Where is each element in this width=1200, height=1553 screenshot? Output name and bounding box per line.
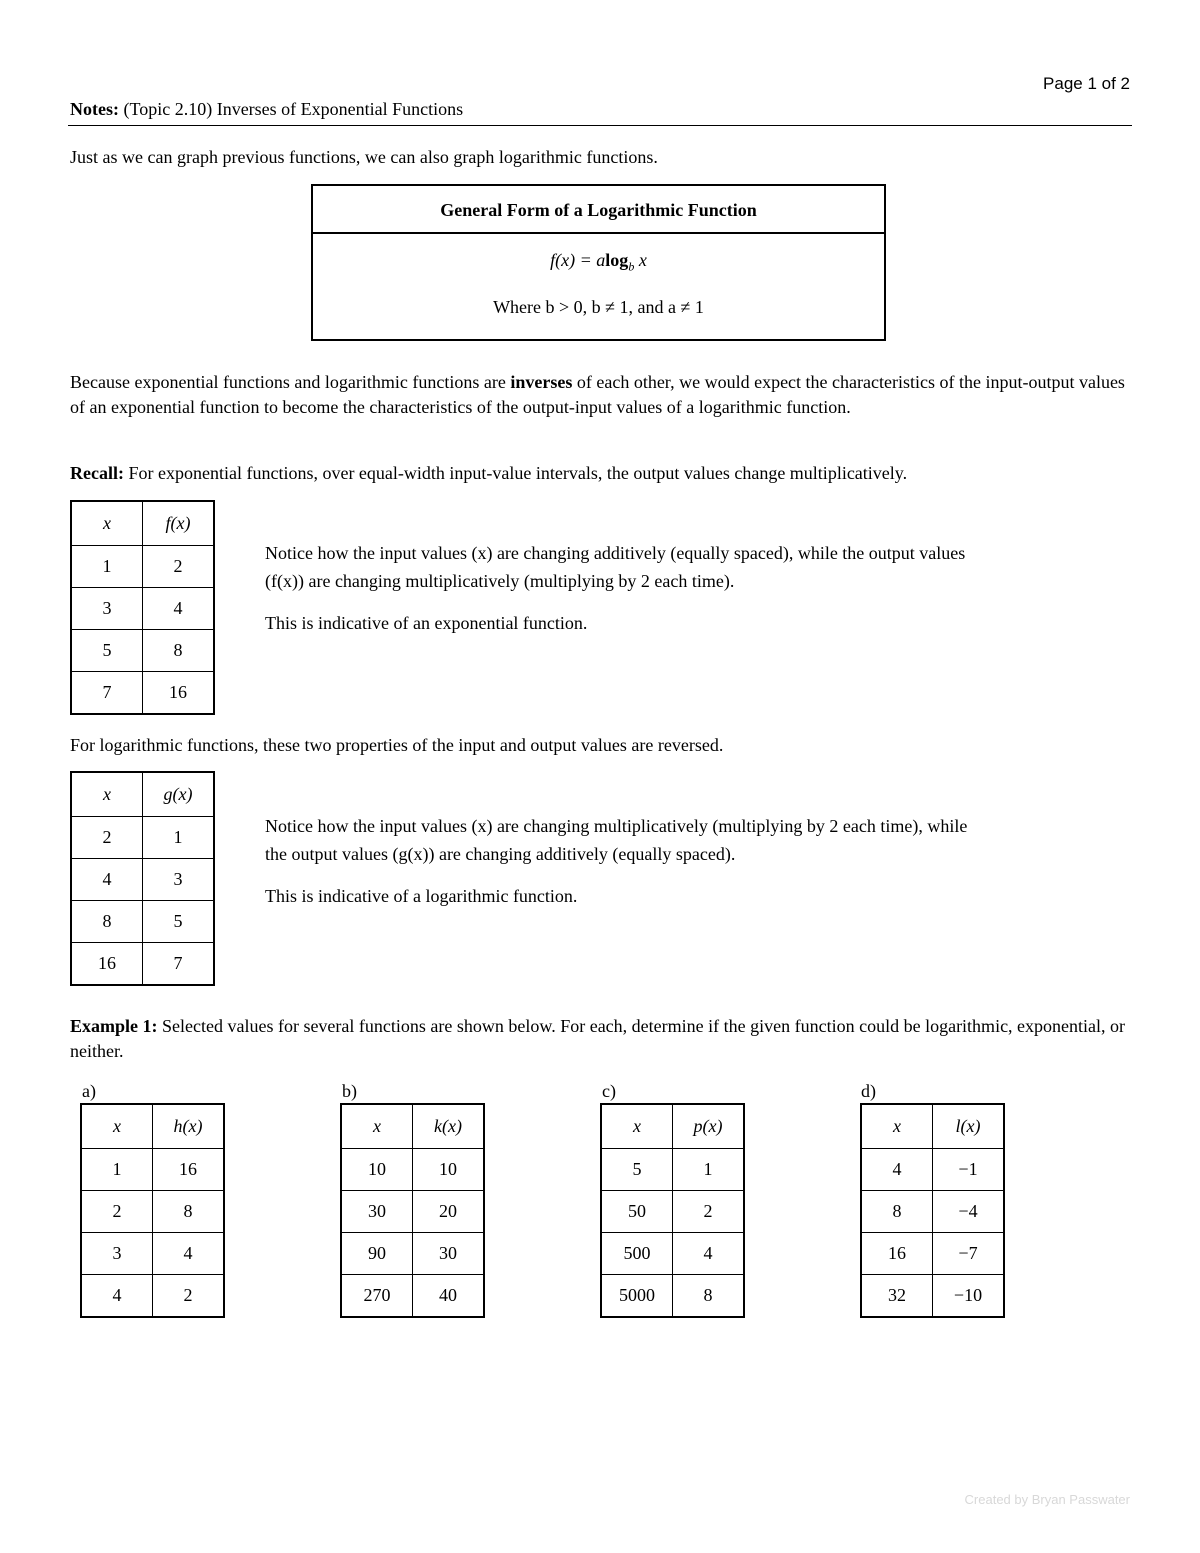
general-form-formula: f(x) = alog$_b$ x bbox=[550, 250, 647, 274]
table-row bbox=[71, 588, 214, 630]
table-cell: 4 bbox=[143, 588, 215, 630]
example-table-a bbox=[80, 1103, 225, 1318]
general-form-title: General Form of a Logarithmic Function bbox=[313, 186, 884, 234]
exponential-note: Notice how the input values (x) are changing additively (equally spaced), while the output values (f(x)) are changing multiplicatively (multiplying by 2 each time). This is indicative of an exponential function. bbox=[265, 543, 966, 633]
table-row bbox=[71, 546, 214, 588]
table-cell: 5000 bbox=[601, 1275, 673, 1318]
table-cell: −10 bbox=[933, 1275, 1005, 1318]
table-cell: 10 bbox=[413, 1149, 485, 1191]
table-row bbox=[861, 1233, 1004, 1275]
table-row bbox=[861, 1149, 1004, 1191]
table-cell: 2 bbox=[143, 546, 215, 588]
topic-title: (Topic 2.10) Inverses of Exponential Functions bbox=[123, 99, 464, 119]
table-cell: 4 bbox=[81, 1275, 153, 1318]
table-row bbox=[71, 859, 214, 901]
table-cell: 16 bbox=[861, 1233, 933, 1275]
log-intro-text: For logarithmic functions, these two properties of the input and output values are reversed. bbox=[70, 735, 724, 755]
table-row bbox=[601, 1233, 744, 1275]
example-table-b bbox=[340, 1103, 485, 1318]
table-row bbox=[341, 1191, 484, 1233]
footer-credit: Created by Bryan Passwater bbox=[964, 1492, 1130, 1507]
example-label-b: b) bbox=[342, 1081, 357, 1101]
header-rule bbox=[68, 125, 1132, 126]
table-row bbox=[601, 1149, 744, 1191]
table-cell: 3 bbox=[81, 1233, 153, 1275]
table-cell: 270 bbox=[341, 1275, 413, 1318]
table-cell: 3 bbox=[143, 859, 215, 901]
table-cell: 1 bbox=[673, 1149, 745, 1191]
table-cell: 30 bbox=[413, 1233, 485, 1275]
notes-label: Notes: bbox=[70, 99, 119, 119]
table-cell: 7 bbox=[71, 672, 143, 715]
table-cell: p(x) bbox=[673, 1104, 745, 1149]
table-row bbox=[81, 1149, 224, 1191]
table-cell: 3 bbox=[71, 588, 143, 630]
example-label-d: d) bbox=[861, 1081, 876, 1101]
table-cell: 90 bbox=[341, 1233, 413, 1275]
table-cell: 4 bbox=[861, 1149, 933, 1191]
table-cell: x bbox=[341, 1104, 413, 1149]
general-form-box bbox=[311, 184, 886, 341]
recall-paragraph: Recall: For exponential functions, over equal-width input-value intervals, the output values change multiplicatively. bbox=[70, 463, 908, 483]
table-header-x: x bbox=[71, 772, 143, 817]
table-cell: 5 bbox=[71, 630, 143, 672]
table-cell: 16 bbox=[143, 672, 215, 715]
table-cell: 5 bbox=[601, 1149, 673, 1191]
table-cell: 1 bbox=[143, 817, 215, 859]
table-cell: 500 bbox=[601, 1233, 673, 1275]
table-cell: 4 bbox=[153, 1233, 225, 1275]
table-cell: 16 bbox=[153, 1149, 225, 1191]
table-cell: 4 bbox=[71, 859, 143, 901]
table-row bbox=[81, 1191, 224, 1233]
table-row bbox=[81, 1275, 224, 1318]
example-label-c: c) bbox=[602, 1081, 616, 1101]
table-cell: 16 bbox=[71, 943, 143, 986]
example-label-a: a) bbox=[82, 1081, 96, 1101]
table-cell: 2 bbox=[673, 1191, 745, 1233]
table-cell: 4 bbox=[673, 1233, 745, 1275]
table-cell: 10 bbox=[341, 1149, 413, 1191]
general-form-conditions: Where b > 0, b ≠ 1, and a ≠ 1 bbox=[493, 296, 704, 317]
table-row bbox=[601, 1275, 744, 1318]
table-header-fx: f(x) bbox=[143, 501, 215, 546]
intro-text: Just as we can graph previous functions, we can also graph logarithmic functions. bbox=[70, 147, 658, 167]
table-cell: x bbox=[601, 1104, 673, 1149]
table-cell: 8 bbox=[71, 901, 143, 943]
table-row bbox=[71, 672, 214, 715]
example-paragraph: Example 1: Selected values for several functions are shown below. For each, determine if the given function could be logarithmic, exponential, or neither. bbox=[70, 1016, 1126, 1061]
table-cell: 8 bbox=[143, 630, 215, 672]
exponential-table bbox=[70, 500, 215, 715]
example-table-c bbox=[600, 1103, 745, 1318]
table-cell: 8 bbox=[673, 1275, 745, 1318]
table-cell: x bbox=[81, 1104, 153, 1149]
table-cell: 2 bbox=[81, 1191, 153, 1233]
table-cell: 32 bbox=[861, 1275, 933, 1318]
table-cell: l(x) bbox=[933, 1104, 1005, 1149]
table-cell: x bbox=[861, 1104, 933, 1149]
table-cell: 1 bbox=[81, 1149, 153, 1191]
table-row bbox=[341, 1149, 484, 1191]
table-header-gx: g(x) bbox=[143, 772, 215, 817]
table-row bbox=[341, 1275, 484, 1318]
inverse-paragraph: Because exponential functions and logarithmic functions are inverses of each other, we would expect the characteristics of the input-output values of an exponential function to become the characteristics of the output-input values of a logarithmic function. bbox=[70, 372, 1125, 417]
logarithmic-table bbox=[70, 771, 215, 986]
table-cell: k(x) bbox=[413, 1104, 485, 1149]
page-number: Page 1 of 2 bbox=[1043, 74, 1130, 93]
table-cell: 30 bbox=[341, 1191, 413, 1233]
table-row bbox=[601, 1191, 744, 1233]
example-table-d bbox=[860, 1103, 1005, 1318]
table-row bbox=[341, 1233, 484, 1275]
table-cell: 7 bbox=[143, 943, 215, 986]
table-header-x: x bbox=[71, 501, 143, 546]
table-cell: 8 bbox=[153, 1191, 225, 1233]
page-title bbox=[70, 99, 463, 120]
table-cell: −4 bbox=[933, 1191, 1005, 1233]
table-cell: 20 bbox=[413, 1191, 485, 1233]
table-cell: −7 bbox=[933, 1233, 1005, 1275]
table-cell: 8 bbox=[861, 1191, 933, 1233]
table-row bbox=[861, 1191, 1004, 1233]
table-cell: 5 bbox=[143, 901, 215, 943]
table-cell: 40 bbox=[413, 1275, 485, 1318]
table-cell: 50 bbox=[601, 1191, 673, 1233]
table-cell: −1 bbox=[933, 1149, 1005, 1191]
table-row bbox=[81, 1233, 224, 1275]
table-row bbox=[71, 630, 214, 672]
table-row bbox=[71, 901, 214, 943]
logarithmic-note: Notice how the input values (x) are changing multiplicatively (multiplying by 2 each time), while the output values (g(x)) are changing additively (equally spaced). This is indicative of a logarithmic function. bbox=[265, 816, 968, 906]
table-row bbox=[71, 817, 214, 859]
table-cell: 2 bbox=[71, 817, 143, 859]
table-cell: 2 bbox=[153, 1275, 225, 1318]
table-row bbox=[861, 1275, 1004, 1318]
table-cell: h(x) bbox=[153, 1104, 225, 1149]
table-cell: 1 bbox=[71, 546, 143, 588]
table-row bbox=[71, 943, 214, 986]
